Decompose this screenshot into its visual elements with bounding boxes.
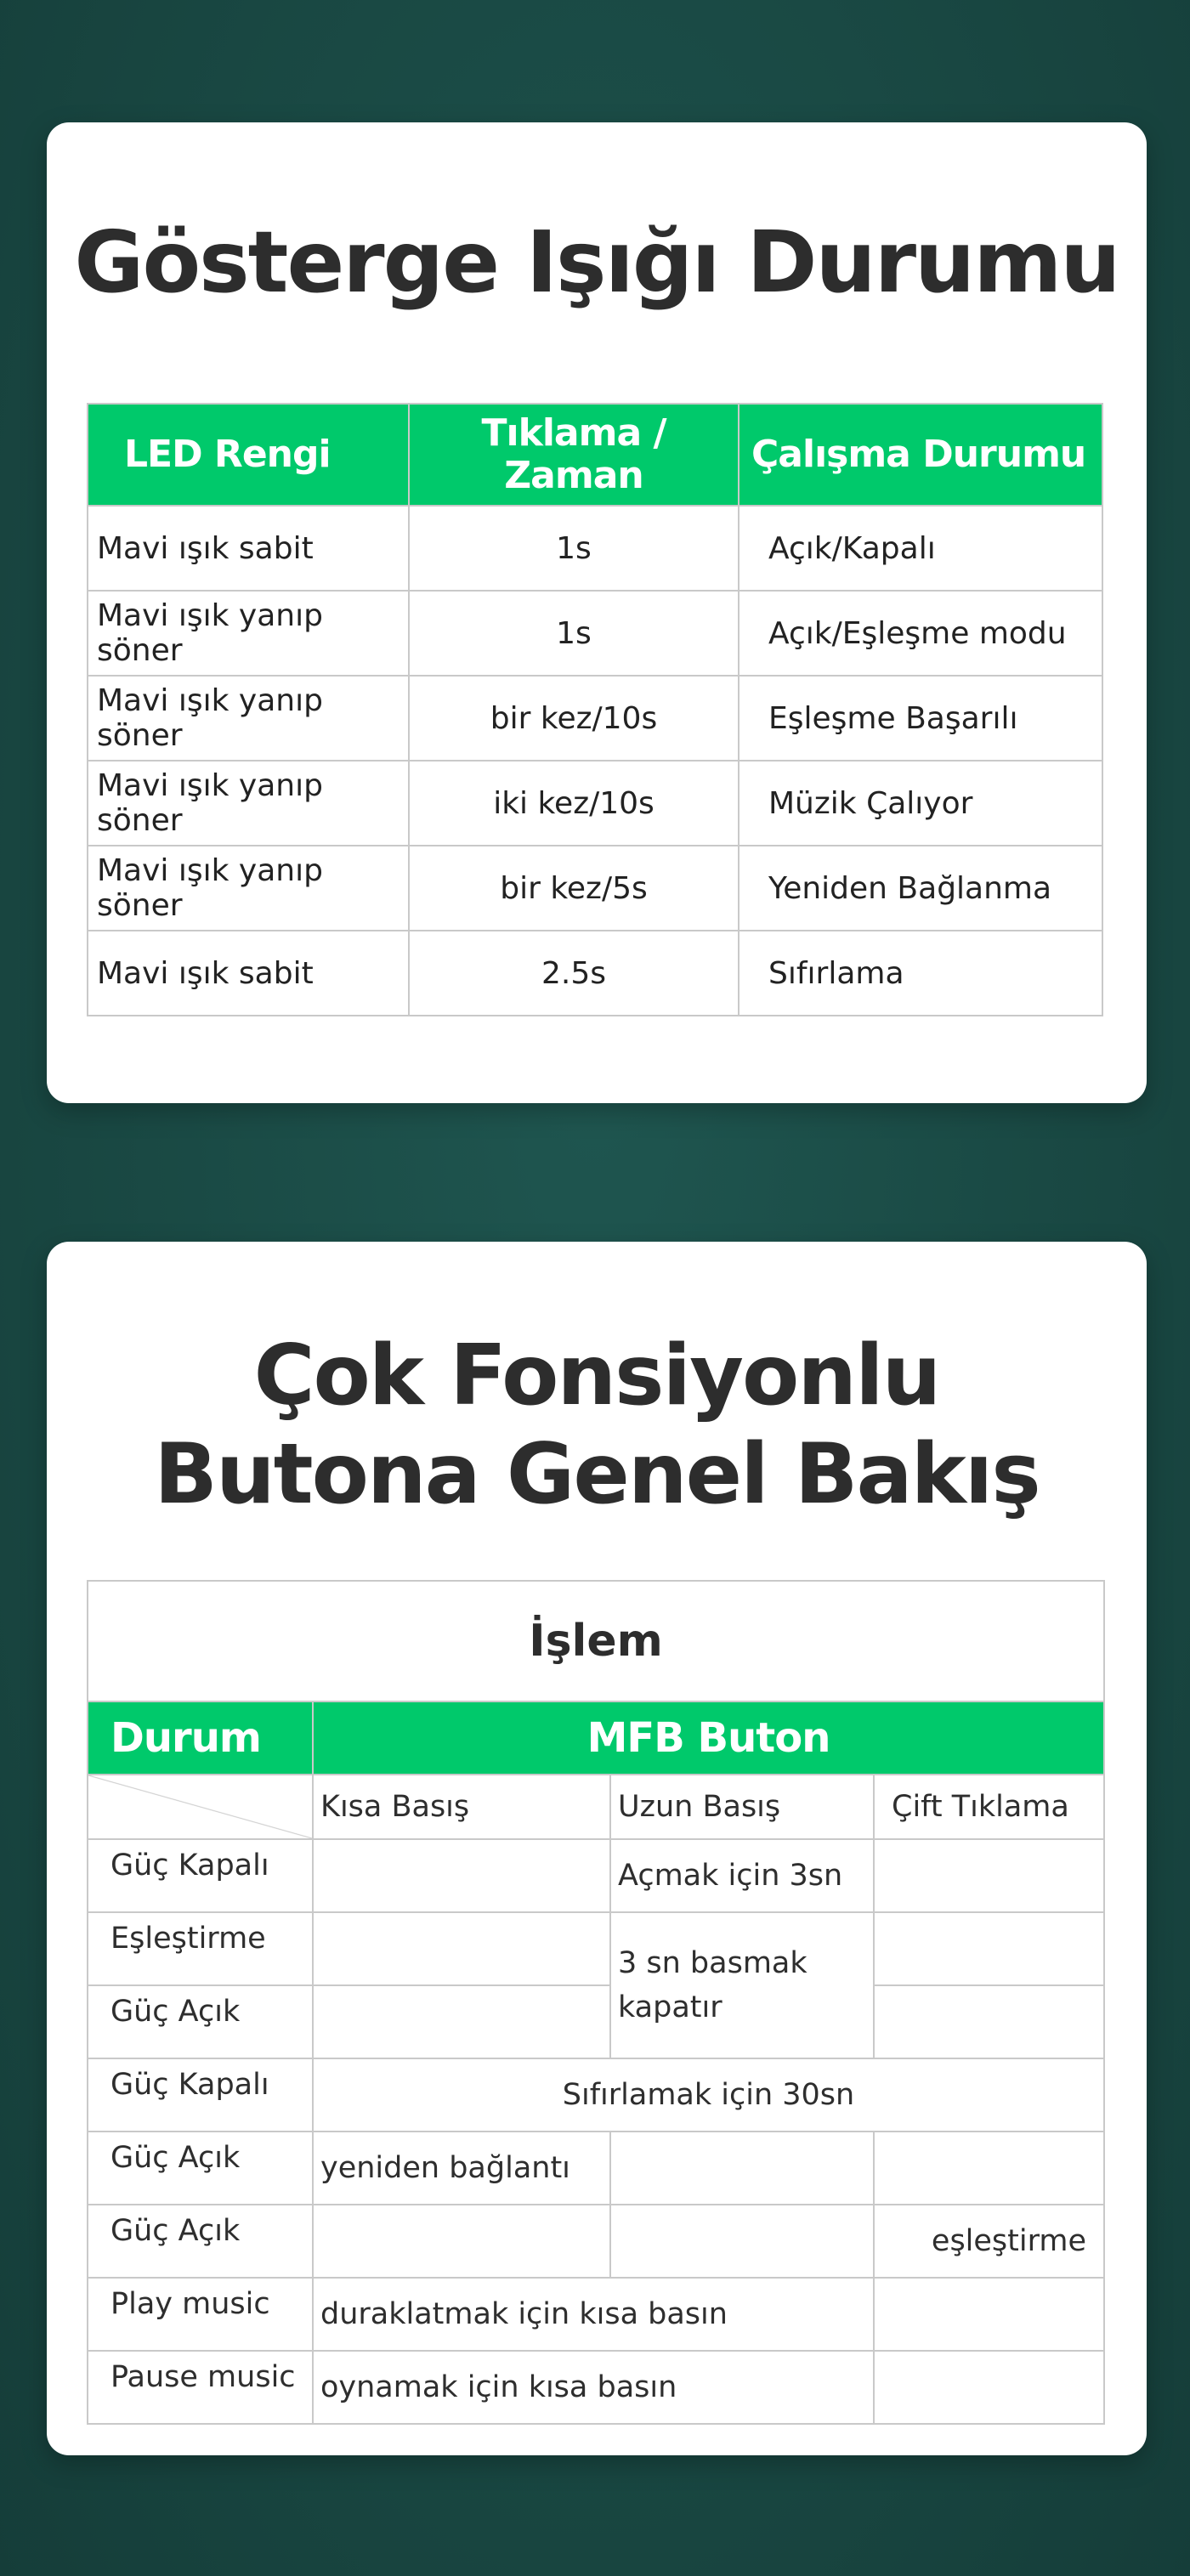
table-row bbox=[88, 846, 1102, 931]
indicator-light-table bbox=[87, 403, 1103, 1016]
click-time-cell: 1s bbox=[409, 506, 739, 591]
led-color-cell: Mavi ışık yanıp söner bbox=[88, 761, 409, 846]
state-cell: Pause music bbox=[88, 2351, 313, 2424]
short-press-cell bbox=[313, 1912, 610, 1985]
column-header-row bbox=[88, 1775, 1104, 1839]
long-press-header: Uzun Basış bbox=[610, 1775, 874, 1839]
state-cell: Güç Açık bbox=[88, 2205, 313, 2278]
table-row bbox=[88, 2205, 1104, 2278]
led-color-cell: Mavi ışık sabit bbox=[88, 931, 409, 1016]
indicator-light-card bbox=[47, 122, 1147, 1103]
state-header: Durum bbox=[88, 1701, 313, 1775]
double-click-cell bbox=[874, 2351, 1104, 2424]
click-time-cell: bir kez/5s bbox=[409, 846, 739, 931]
mfb-button-header: MFB Buton bbox=[313, 1701, 1104, 1775]
short-press-cell: yeniden bağlantı bbox=[313, 2132, 610, 2205]
short-press-header: Kısa Basış bbox=[313, 1775, 610, 1839]
indicator-light-title: Gösterge Işığı Durumu bbox=[74, 212, 1119, 312]
table-row bbox=[88, 1912, 1104, 1985]
table-row bbox=[88, 2132, 1104, 2205]
state-cell: Güç Kapalı bbox=[88, 1839, 313, 1912]
table-row bbox=[88, 1839, 1104, 1912]
double-click-cell bbox=[874, 1839, 1104, 1912]
short-press-cell bbox=[313, 2205, 610, 2278]
table-header-row bbox=[88, 1701, 1104, 1775]
double-click-cell bbox=[874, 1912, 1104, 1985]
click-time-cell: 2.5s bbox=[409, 931, 739, 1016]
state-cell: Güç Açık bbox=[88, 2132, 313, 2205]
double-click-cell bbox=[874, 2132, 1104, 2205]
header-work-status: Çalışma Durumu bbox=[739, 404, 1102, 506]
double-click-cell bbox=[874, 1985, 1104, 2058]
led-color-cell: Mavi ışık yanıp söner bbox=[88, 591, 409, 676]
state-cell: Güç Kapalı bbox=[88, 2058, 313, 2132]
work-status-cell: Açık/Kapalı bbox=[739, 506, 1102, 591]
long-press-cell: Açmak için 3sn bbox=[610, 1839, 874, 1912]
state-cell: Güç Açık bbox=[88, 1985, 313, 2058]
mfb-overview-card bbox=[47, 1242, 1147, 2455]
table-row bbox=[88, 2058, 1104, 2132]
mfb-overview-title-text: Çok Fonsiyonlu Butona Genel Bakış bbox=[154, 1328, 1040, 1523]
table-row bbox=[88, 2278, 1104, 2351]
long-press-cell bbox=[610, 2132, 874, 2205]
short-press-cell: duraklatmak için kısa basın bbox=[313, 2278, 874, 2351]
long-press-merged-text: 3 sn basmak kapatır bbox=[618, 1946, 808, 2024]
led-color-cell: Mavi ışık sabit bbox=[88, 506, 409, 591]
led-color-cell: Mavi ışık yanıp söner bbox=[88, 846, 409, 931]
table-row bbox=[88, 761, 1102, 846]
work-status-cell: Müzik Çalıyor bbox=[739, 761, 1102, 846]
header-click-time-label: Tıklama / Zaman bbox=[481, 411, 666, 497]
work-status-cell: Eşleşme Başarılı bbox=[739, 676, 1102, 761]
table-row bbox=[88, 931, 1102, 1016]
table-row bbox=[88, 676, 1102, 761]
reset-merged-cell: Sıfırlamak için 30sn bbox=[313, 2058, 1104, 2132]
led-color-cell: Mavi ışık yanıp söner bbox=[88, 676, 409, 761]
mfb-overview-title bbox=[47, 1327, 1147, 1524]
short-press-cell: oynamak için kısa basın bbox=[313, 2351, 874, 2424]
double-click-header: Çift Tıklama bbox=[874, 1775, 1104, 1839]
diagonal-corner-cell bbox=[88, 1775, 313, 1839]
table-row bbox=[88, 591, 1102, 676]
header-click-time bbox=[409, 404, 739, 506]
mfb-table bbox=[87, 1580, 1105, 2425]
long-press-cell bbox=[610, 2205, 874, 2278]
double-click-cell: eşleştirme bbox=[874, 2205, 1104, 2278]
work-status-cell: Yeniden Bağlanma bbox=[739, 846, 1102, 931]
click-time-cell: 1s bbox=[409, 591, 739, 676]
work-status-cell: Açık/Eşleşme modu bbox=[739, 591, 1102, 676]
state-cell: Play music bbox=[88, 2278, 313, 2351]
work-status-cell: Sıfırlama bbox=[739, 931, 1102, 1016]
table-caption-row bbox=[88, 1581, 1104, 1701]
operation-caption: İşlem bbox=[88, 1581, 1104, 1701]
table-row bbox=[88, 2351, 1104, 2424]
header-led-color: LED Rengi bbox=[88, 404, 409, 506]
click-time-cell: bir kez/10s bbox=[409, 676, 739, 761]
state-cell: Eşleştirme bbox=[88, 1912, 313, 1985]
short-press-cell bbox=[313, 1839, 610, 1912]
table-row bbox=[88, 1985, 1104, 2058]
table-row bbox=[88, 506, 1102, 591]
short-press-cell bbox=[313, 1985, 610, 2058]
click-time-cell: iki kez/10s bbox=[409, 761, 739, 846]
long-press-cell bbox=[610, 1912, 874, 2058]
table-header-row bbox=[88, 404, 1102, 506]
double-click-cell bbox=[874, 2278, 1104, 2351]
